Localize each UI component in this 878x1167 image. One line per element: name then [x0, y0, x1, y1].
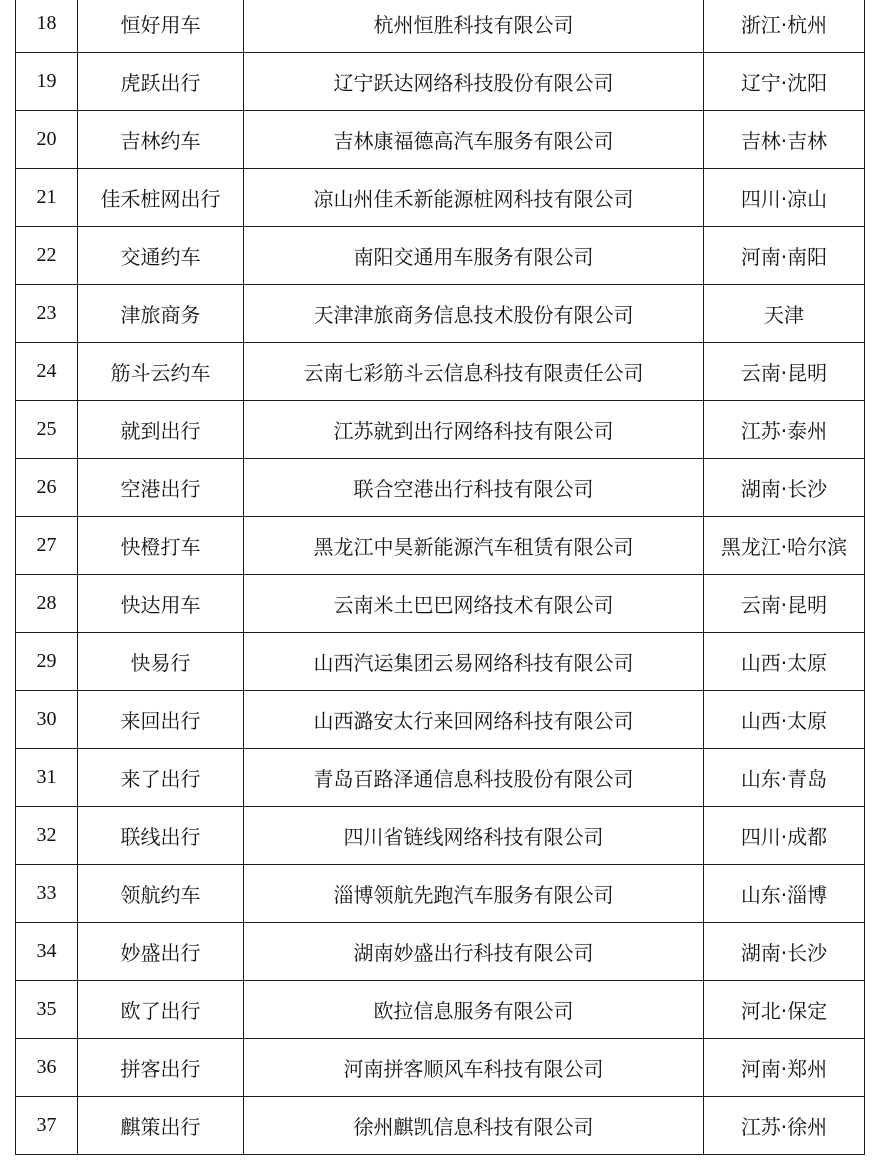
region: 山东·青岛 — [704, 749, 865, 807]
region: 江苏·徐州 — [704, 1097, 865, 1155]
row-number: 23 — [16, 285, 78, 343]
row-number: 22 — [16, 227, 78, 285]
table-row — [16, 807, 865, 865]
row-number: 19 — [16, 53, 78, 111]
brand-name: 欧了出行 — [78, 981, 244, 1039]
region: 河南·南阳 — [704, 227, 865, 285]
table-row — [16, 517, 865, 575]
company-name: 吉林康福德高汽车服务有限公司 — [244, 111, 704, 169]
row-number: 25 — [16, 401, 78, 459]
company-name: 河南拼客顺风车科技有限公司 — [244, 1039, 704, 1097]
brand-name: 筋斗云约车 — [78, 343, 244, 401]
row-number: 18 — [16, 0, 78, 53]
row-number: 21 — [16, 169, 78, 227]
company-name: 杭州恒胜科技有限公司 — [244, 0, 704, 53]
company-name: 凉山州佳禾新能源桩网科技有限公司 — [244, 169, 704, 227]
company-name: 湖南妙盛出行科技有限公司 — [244, 923, 704, 981]
company-name: 云南米土巴巴网络技术有限公司 — [244, 575, 704, 633]
table-row — [16, 1097, 865, 1155]
region: 天津 — [704, 285, 865, 343]
row-number: 20 — [16, 111, 78, 169]
company-name: 辽宁跃达网络科技股份有限公司 — [244, 53, 704, 111]
company-name: 南阳交通用车服务有限公司 — [244, 227, 704, 285]
region: 黑龙江·哈尔滨 — [704, 517, 865, 575]
region: 四川·凉山 — [704, 169, 865, 227]
brand-name: 领航约车 — [78, 865, 244, 923]
row-number: 35 — [16, 981, 78, 1039]
region: 湖南·长沙 — [704, 923, 865, 981]
table-row — [16, 227, 865, 285]
row-number: 29 — [16, 633, 78, 691]
company-name: 徐州麒凯信息科技有限公司 — [244, 1097, 704, 1155]
brand-name: 妙盛出行 — [78, 923, 244, 981]
company-name: 四川省链线网络科技有限公司 — [244, 807, 704, 865]
brand-name: 麒策出行 — [78, 1097, 244, 1155]
region: 河北·保定 — [704, 981, 865, 1039]
region: 云南·昆明 — [704, 575, 865, 633]
company-name: 淄博领航先跑汽车服务有限公司 — [244, 865, 704, 923]
company-name: 天津津旅商务信息技术股份有限公司 — [244, 285, 704, 343]
table-row — [16, 923, 865, 981]
company-name: 江苏就到出行网络科技有限公司 — [244, 401, 704, 459]
row-number: 28 — [16, 575, 78, 633]
row-number: 37 — [16, 1097, 78, 1155]
row-number: 30 — [16, 691, 78, 749]
company-name: 青岛百路泽通信息科技股份有限公司 — [244, 749, 704, 807]
table-row — [16, 575, 865, 633]
row-number: 24 — [16, 343, 78, 401]
row-number: 26 — [16, 459, 78, 517]
region: 山东·淄博 — [704, 865, 865, 923]
table-row — [16, 459, 865, 517]
table-row — [16, 169, 865, 227]
brand-name: 快橙打车 — [78, 517, 244, 575]
region: 河南·郑州 — [704, 1039, 865, 1097]
table-body — [16, 0, 865, 1155]
company-name: 黑龙江中昊新能源汽车租赁有限公司 — [244, 517, 704, 575]
table-row — [16, 981, 865, 1039]
brand-name: 空港出行 — [78, 459, 244, 517]
brand-name: 交通约车 — [78, 227, 244, 285]
brand-name: 津旅商务 — [78, 285, 244, 343]
table-row — [16, 633, 865, 691]
region: 江苏·泰州 — [704, 401, 865, 459]
table-row — [16, 749, 865, 807]
table-row — [16, 53, 865, 111]
brand-name: 佳禾桩网出行 — [78, 169, 244, 227]
row-number: 32 — [16, 807, 78, 865]
row-number: 36 — [16, 1039, 78, 1097]
row-number: 27 — [16, 517, 78, 575]
region: 辽宁·沈阳 — [704, 53, 865, 111]
brand-name: 就到出行 — [78, 401, 244, 459]
row-number: 34 — [16, 923, 78, 981]
brand-name: 虎跃出行 — [78, 53, 244, 111]
brand-name: 联线出行 — [78, 807, 244, 865]
region: 四川·成都 — [704, 807, 865, 865]
brand-name: 快易行 — [78, 633, 244, 691]
brand-name: 来了出行 — [78, 749, 244, 807]
table-row — [16, 401, 865, 459]
row-number: 31 — [16, 749, 78, 807]
platform-table — [15, 0, 865, 1155]
region: 云南·昆明 — [704, 343, 865, 401]
table-row — [16, 865, 865, 923]
table-row — [16, 111, 865, 169]
brand-name: 恒好用车 — [78, 0, 244, 53]
brand-name: 来回出行 — [78, 691, 244, 749]
region: 湖南·长沙 — [704, 459, 865, 517]
table-row — [16, 343, 865, 401]
row-number: 33 — [16, 865, 78, 923]
company-name: 山西潞安太行来回网络科技有限公司 — [244, 691, 704, 749]
region: 山西·太原 — [704, 633, 865, 691]
brand-name: 拼客出行 — [78, 1039, 244, 1097]
company-name: 云南七彩筋斗云信息科技有限责任公司 — [244, 343, 704, 401]
region: 浙江·杭州 — [704, 0, 865, 53]
region: 山西·太原 — [704, 691, 865, 749]
brand-name: 吉林约车 — [78, 111, 244, 169]
company-name: 欧拉信息服务有限公司 — [244, 981, 704, 1039]
company-name: 山西汽运集团云易网络科技有限公司 — [244, 633, 704, 691]
table-row — [16, 285, 865, 343]
table-row — [16, 691, 865, 749]
brand-name: 快达用车 — [78, 575, 244, 633]
table-row — [16, 1039, 865, 1097]
table-row — [16, 0, 865, 53]
company-name: 联合空港出行科技有限公司 — [244, 459, 704, 517]
region: 吉林·吉林 — [704, 111, 865, 169]
